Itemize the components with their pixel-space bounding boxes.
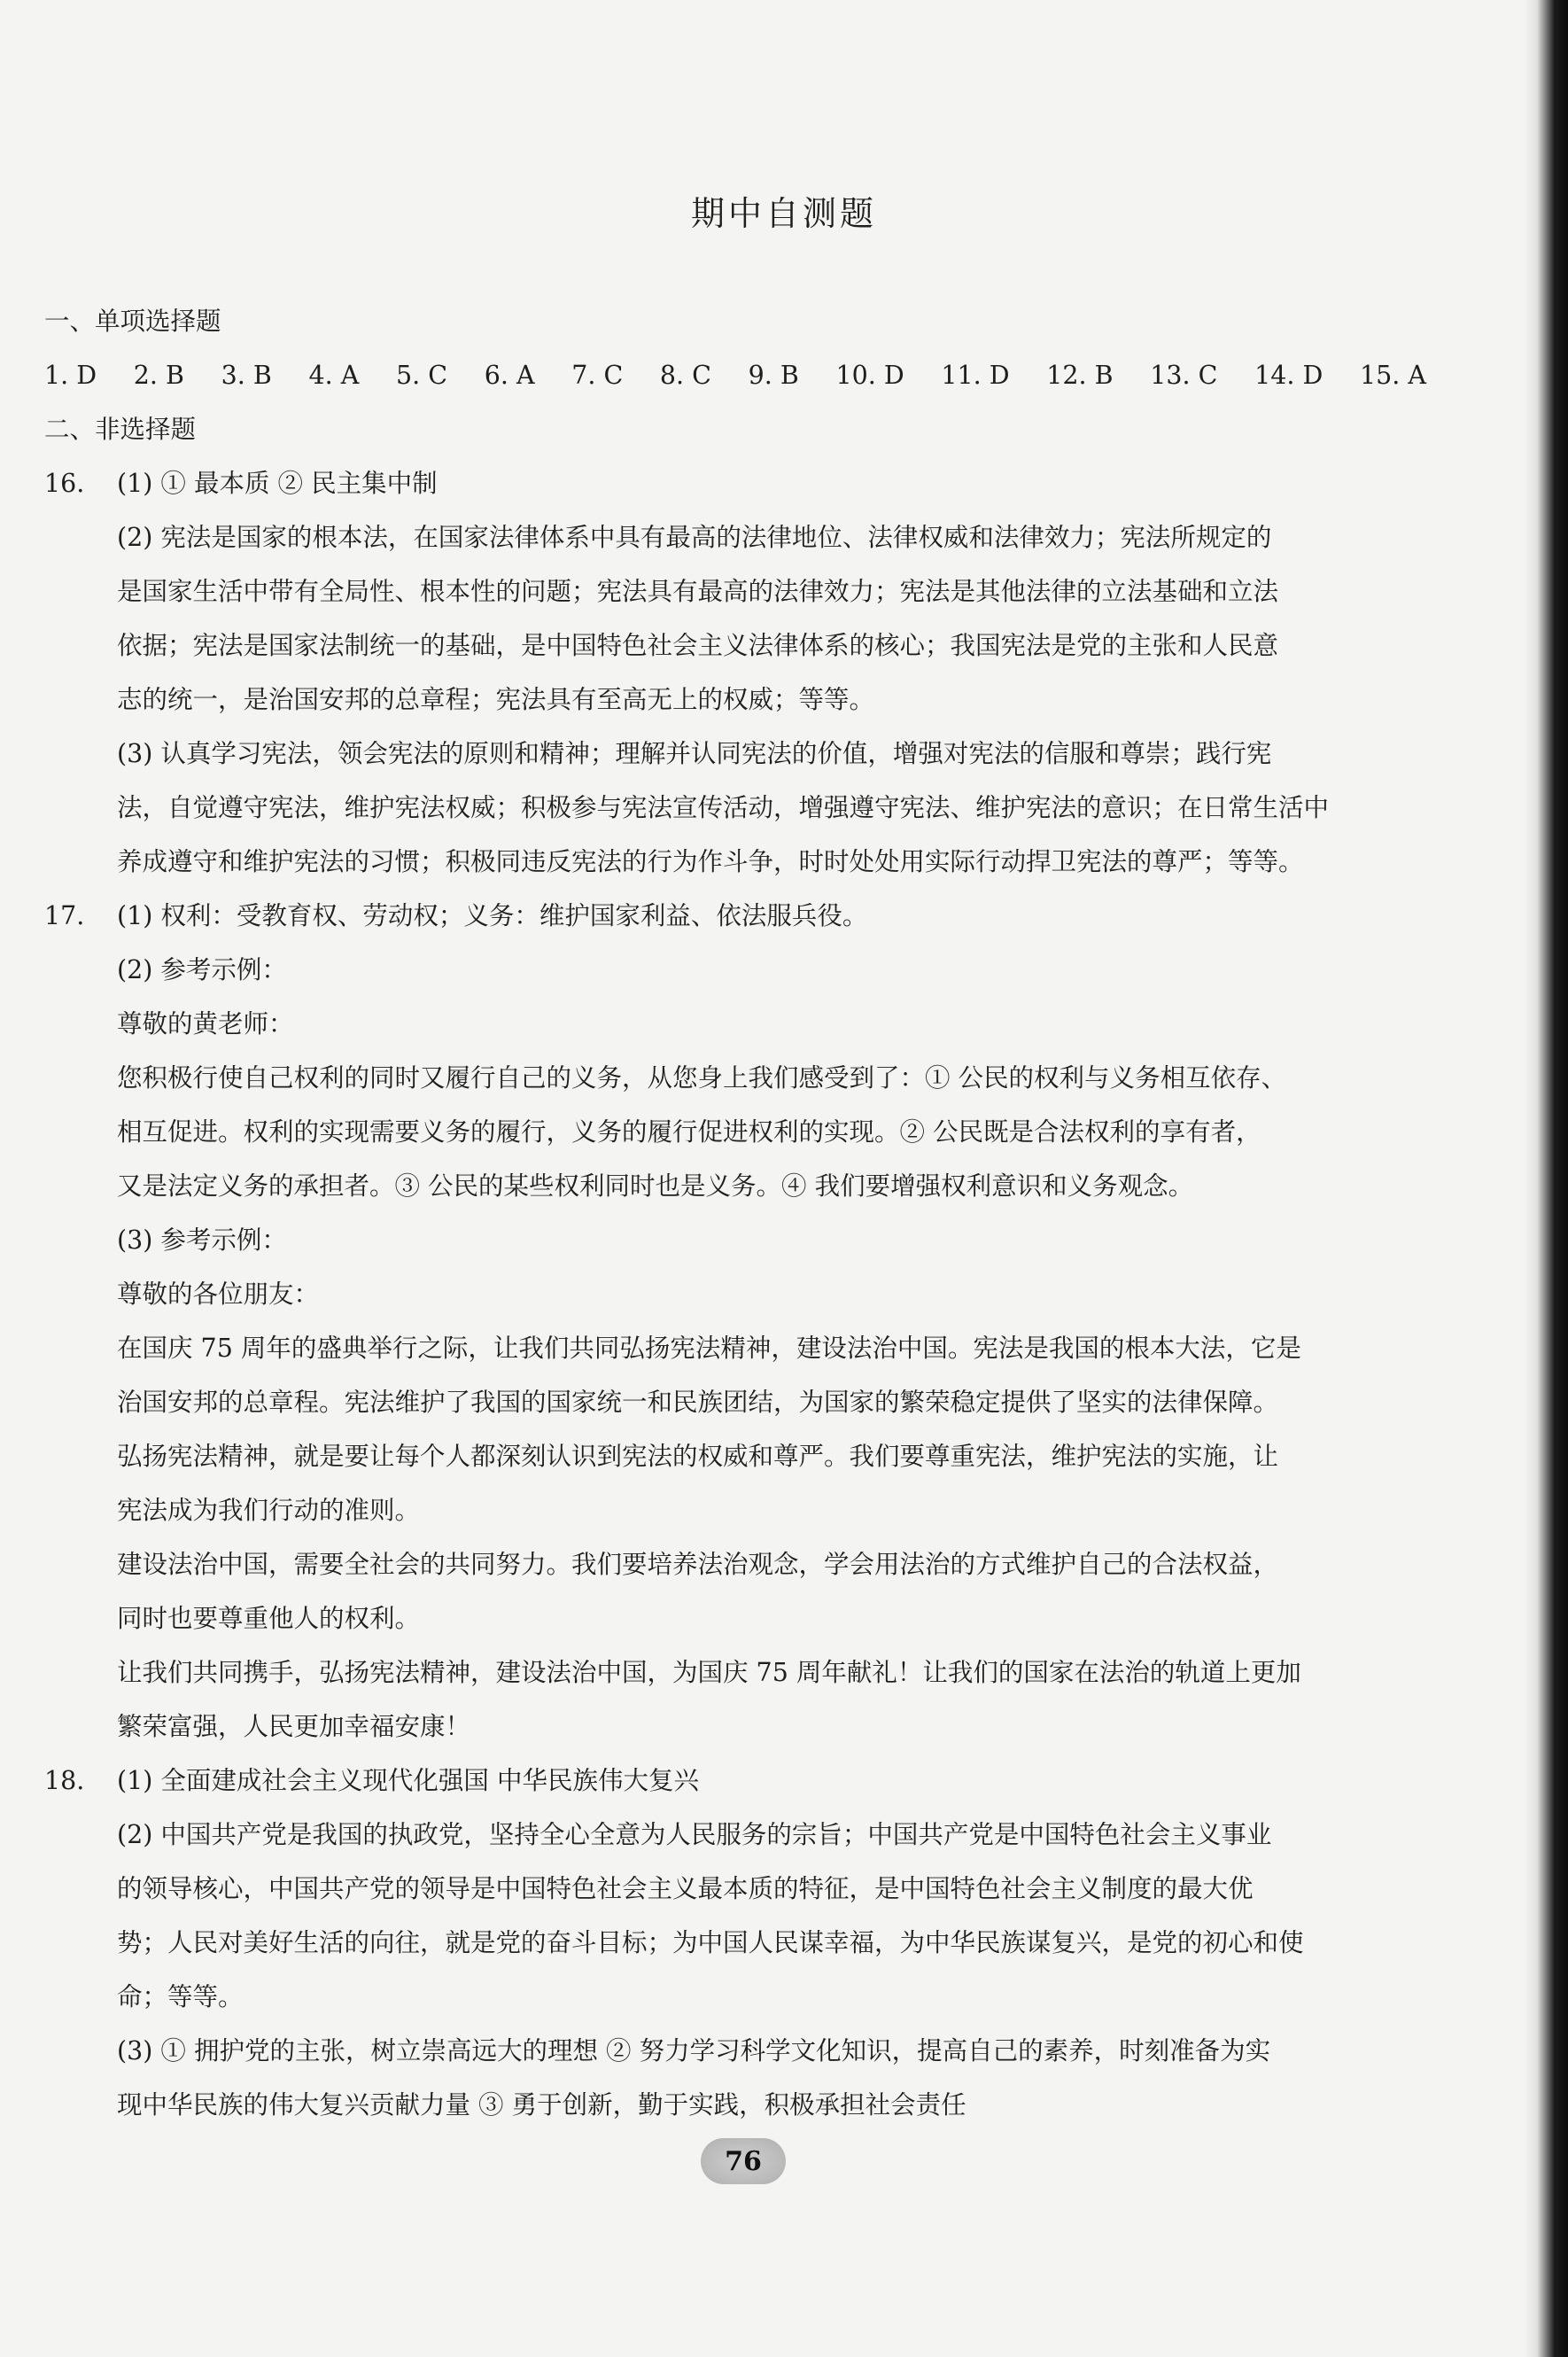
q17-part3-paragraph3 (44, 1645, 1426, 1754)
choice-answer: 14. D (1254, 361, 1323, 390)
q17-number: 17. (44, 901, 85, 930)
section-heading-choice: 一、单项选择题 (44, 307, 221, 336)
q18-part2-line: 的领导核心，中国共产党的领导是中国特色社会主义最本质的特征，是中国特色社会主义制度的最大优 (117, 1874, 1254, 1903)
q18-part1-text: (1) 全面建成社会主义现代化强国 中华民族伟大复兴 (117, 1766, 699, 1795)
choice-answer: 8. C (659, 361, 711, 390)
choice-answer: 13. C (1150, 361, 1218, 390)
q18-part3-line: (3) ① 拥护党的主张，树立崇高远大的理想 ② 努力学习科学文化知识，提高自己的素养，时刻准备为实 (117, 2036, 1271, 2065)
section-heading-nonchoice: 二、非选择题 (44, 415, 197, 444)
choice-answer: 5. C (395, 361, 448, 390)
choice-answer: 4. A (308, 361, 360, 390)
q16-part2-line: 依据；宪法是国家法制统一的基础，是中国特色社会主义法律体系的核心；我国宪法是党的主张和人民意 (117, 631, 1279, 660)
q18-number: 18. (44, 1766, 85, 1795)
q17-part1 (44, 889, 1426, 943)
q17-part3-paragraph1 (44, 1321, 1426, 1537)
q16-part1-text: (1) ① 最本质 ② 民主集中制 (117, 469, 438, 498)
q18-part3-line: 现中华民族的伟大复兴贡献力量 ③ 勇于创新，勤于实践，积极承担社会责任 (117, 2090, 966, 2120)
q17-part3-line: 同时也要尊重他人的权利。 (117, 1604, 421, 1633)
q17-part3-heading: (3) 参考示例： (117, 1225, 287, 1255)
choice-answer: 3. B (221, 361, 272, 390)
q17-part3-paragraph2 (44, 1537, 1426, 1645)
choice-answer: 1. D (44, 361, 97, 390)
q16-part2-line: (2) 宪法是国家的根本法，在国家法律体系中具有最高的法律地位、法律权威和法律效力；宪法所规定的 (117, 523, 1272, 552)
q18-part2-line: 势；人民对美好生活的向往，就是党的奋斗目标；为中国人民谋幸福，为中华民族谋复兴，是党的初心和使 (117, 1928, 1304, 1957)
choice-answer: 10. D (835, 361, 904, 390)
choice-answer: 6. A (484, 361, 535, 390)
answer-content (44, 294, 1426, 2132)
q16-part3 (44, 727, 1426, 889)
q16-number: 16. (44, 469, 85, 498)
page-edge-shadow (1524, 0, 1568, 2357)
q17-part3-line: 让我们共同携手，弘扬宪法精神，建设法治中国，为国庆 75 周年献礼！让我们的国家在法治的轨道上更加 (117, 1658, 1301, 1687)
choice-answer: 15. A (1360, 361, 1426, 390)
q17-part3-greeting: 尊敬的各位朋友： (117, 1280, 320, 1309)
q17-part3-line: 宪法成为我们行动的准则。 (117, 1496, 421, 1525)
q17-part2-line: 又是法定义务的承担者。③ 公民的某些权利同时也是义务。④ 我们要增强权利意识和义务观念。 (117, 1171, 1194, 1201)
q17-part2-greeting: 尊敬的黄老师： (117, 1009, 294, 1038)
q16-part3-line: 养成遵守和维护宪法的习惯；积极同违反宪法的行为作斗争，时时处处用实际行动捍卫宪法的尊严；等等。 (117, 847, 1304, 876)
q18-part3 (44, 2024, 1426, 2132)
q17-part3-line: 弘扬宪法精神，就是要让每个人都深刻认识到宪法的权威和尊严。我们要尊重宪法，维护宪法的实施，让 (117, 1442, 1279, 1471)
q17-part3-line: 在国庆 75 周年的盛典举行之际，让我们共同弘扬宪法精神，建设法治中国。宪法是我国的根本大法，它是 (117, 1334, 1301, 1363)
page-title: 期中自测题 (690, 194, 877, 233)
q17-part1-text: (1) 权利：受教育权、劳动权；义务：维护国家利益、依法服兵役。 (117, 901, 868, 930)
q18-part2 (44, 1808, 1426, 2024)
q16-part2 (44, 510, 1426, 727)
q17-part3-line: 繁荣富强，人民更加幸福安康！ (117, 1712, 471, 1741)
choice-answer: 7. C (571, 361, 624, 390)
q17-part2-body (44, 1051, 1426, 1213)
choice-answer: 12. B (1046, 361, 1114, 390)
q17-part2-line: 您积极行使自己权利的同时又履行自己的义务，从您身上我们感受到了：① 公民的权利与义务相互依存、 (117, 1063, 1287, 1093)
page-number-badge: 76 (701, 2138, 786, 2184)
q16-part3-line: 法，自觉遵守宪法，维护宪法权威；积极参与宪法宣传活动，增强遵守宪法、维护宪法的意识；在日常生活中 (117, 793, 1330, 822)
q18-part2-line: (2) 中国共产党是我国的执政党，坚持全心全意为人民服务的宗旨；中国共产党是中国特色社会主义事业 (117, 1820, 1272, 1849)
q16-part2-line: 志的统一，是治国安邦的总章程；宪法具有至高无上的权威；等等。 (117, 685, 875, 714)
choice-answers-row (44, 348, 1426, 402)
choice-answer: 9. B (748, 361, 799, 390)
choice-answer: 11. D (941, 361, 1010, 390)
q17-part3-line: 建设法治中国，需要全社会的共同努力。我们要培养法治观念，学会用法治的方式维护自己的合法权益， (117, 1550, 1279, 1579)
q17-part3-line: 治国安邦的总章程。宪法维护了我国的国家统一和民族团结，为国家的繁荣稳定提供了坚实的法律保障。 (117, 1388, 1279, 1417)
q18-part1 (44, 1754, 1426, 1808)
q17-part2-line: 相互促进。权利的实现需要义务的履行，义务的履行促进权利的实现。② 公民既是合法权利的享有者， (117, 1117, 1261, 1147)
q16-part2-line: 是国家生活中带有全局性、根本性的问题；宪法具有最高的法律效力；宪法是其他法律的立法基础和立法 (117, 577, 1279, 606)
q17-part2-heading: (2) 参考示例： (117, 955, 287, 984)
q16-part3-line: (3) 认真学习宪法，领会宪法的原则和精神；理解并认同宪法的价值，增强对宪法的信服和尊崇；践行宪 (117, 739, 1272, 768)
q18-part2-line: 命；等等。 (117, 1982, 244, 2011)
choice-answer: 2. B (133, 361, 184, 390)
q16-part1 (44, 456, 1426, 510)
